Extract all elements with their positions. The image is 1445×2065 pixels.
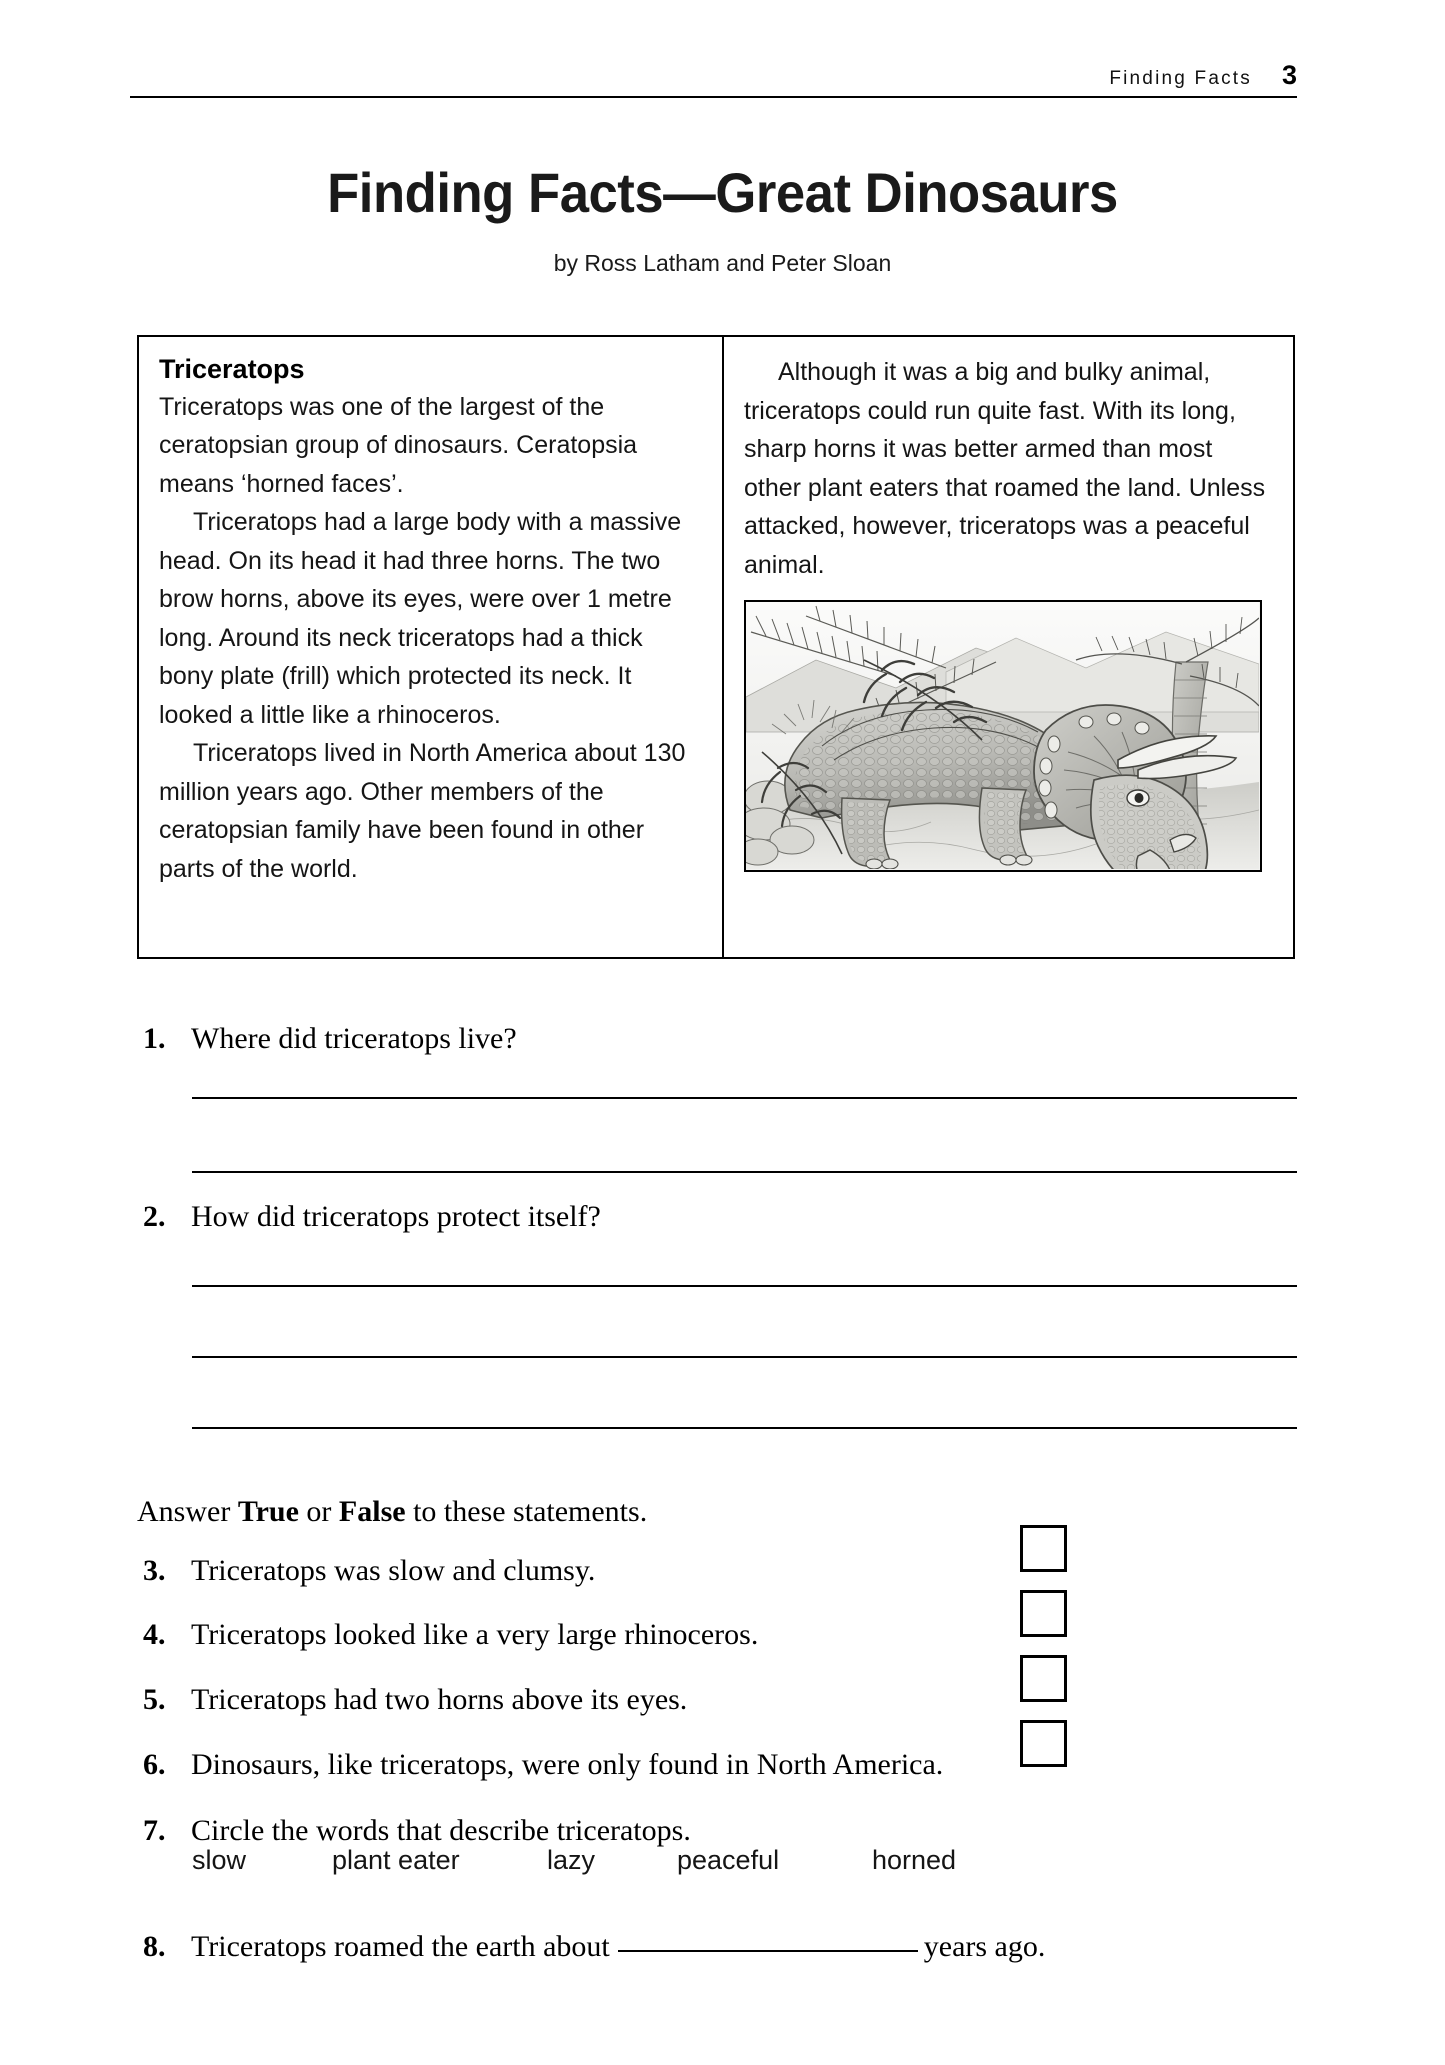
answer-line-q1-b[interactable] bbox=[192, 1171, 1297, 1173]
byline: by Ross Latham and Peter Sloan bbox=[553, 250, 892, 276]
question-8-blank[interactable] bbox=[618, 1928, 918, 1952]
answer-line-q2-b[interactable] bbox=[192, 1356, 1297, 1358]
answer-line-q2-c[interactable] bbox=[192, 1427, 1297, 1429]
checkbox-q6[interactable] bbox=[1020, 1720, 1067, 1767]
question-1 bbox=[137, 1020, 1297, 1058]
question-5-row bbox=[137, 1681, 1297, 1719]
word-bank bbox=[192, 1845, 1292, 1876]
question-4-number: 4. bbox=[143, 1618, 166, 1651]
passage-body-left bbox=[159, 388, 700, 889]
word-bank-item-lazy[interactable]: lazy bbox=[547, 1845, 596, 1875]
question-6 bbox=[137, 1746, 1297, 1784]
question-7-row bbox=[137, 1812, 1297, 1850]
instruction-false-label: False bbox=[338, 1495, 406, 1528]
passage-body-right bbox=[744, 353, 1275, 584]
page-header bbox=[130, 60, 1297, 100]
question-1-number: 1. bbox=[143, 1022, 166, 1055]
question-3 bbox=[137, 1552, 1297, 1590]
question-7-number: 7. bbox=[143, 1814, 166, 1847]
checkbox-q5[interactable] bbox=[1020, 1655, 1067, 1702]
answer-line-q2-a[interactable] bbox=[192, 1285, 1297, 1287]
passage-paragraph: Triceratops was one of the largest of the ceratopsian group of dinosaurs. Ceratopsia means ‘horned faces’. bbox=[159, 392, 638, 498]
question-8 bbox=[137, 1928, 1337, 1966]
word-bank-item-slow[interactable]: slow bbox=[192, 1845, 247, 1875]
question-4 bbox=[137, 1616, 1297, 1654]
question-3-text: Triceratops was slow and clumsy. bbox=[191, 1554, 596, 1587]
question-8-number: 8. bbox=[143, 1930, 166, 1963]
checkbox-q4[interactable] bbox=[1020, 1590, 1067, 1637]
answer-line-q1-a[interactable] bbox=[192, 1097, 1297, 1099]
instruction-suffix: to these statements. bbox=[405, 1495, 648, 1528]
question-5-text: Triceratops had two horns above its eyes. bbox=[191, 1683, 688, 1716]
word-bank-item-peaceful[interactable]: peaceful bbox=[677, 1845, 780, 1875]
question-7-text: Circle the words that describe triceratops. bbox=[191, 1814, 691, 1847]
word-bank-item-horned[interactable]: horned bbox=[872, 1845, 957, 1875]
header-row bbox=[130, 60, 1297, 94]
passage-heading: Triceratops bbox=[159, 354, 305, 384]
question-8-text bbox=[191, 1928, 1045, 1966]
question-7 bbox=[137, 1812, 1297, 1850]
question-6-number: 6. bbox=[143, 1748, 166, 1781]
checkbox-q3[interactable] bbox=[1020, 1525, 1067, 1572]
question-6-row bbox=[137, 1746, 1297, 1784]
page-title: Finding Facts—Great Dinosaurs bbox=[327, 161, 1118, 224]
question-4-text: Triceratops looked like a very large rhinoceros. bbox=[191, 1618, 759, 1651]
true-false-instruction bbox=[137, 1495, 647, 1529]
instruction-prefix: Answer bbox=[137, 1495, 238, 1528]
passage-paragraph: Triceratops lived in North America about 130 million years ago. Other members of the ceratopsian family have been found in other parts of the world. bbox=[159, 739, 686, 883]
passage-column-right bbox=[724, 337, 1293, 957]
question-8-row bbox=[137, 1928, 1337, 1966]
question-2-number: 2. bbox=[143, 1200, 166, 1233]
question-6-text: Dinosaurs, like triceratops, were only found in North America. bbox=[191, 1748, 944, 1781]
passage-column-left bbox=[139, 337, 724, 957]
question-8-text-after: years ago. bbox=[923, 1930, 1046, 1963]
question-5-number: 5. bbox=[143, 1683, 166, 1716]
question-8-text-before: Triceratops roamed the earth about bbox=[191, 1930, 610, 1963]
passage-paragraph: Triceratops had a large body with a massive head. On its head it had three horns. The two brow horns, above its eyes, were over 1 metre long. Around its neck triceratops had a thick bony plate (frill) which protected its neck. It looked a little like a rhinoceros. bbox=[159, 508, 682, 729]
question-1-text: Where did triceratops live? bbox=[191, 1022, 517, 1055]
word-bank-item-plant-eater[interactable]: plant eater bbox=[332, 1845, 460, 1875]
header-section-title: Finding Facts bbox=[1109, 68, 1252, 89]
question-4-row bbox=[137, 1616, 1297, 1654]
question-1-row bbox=[137, 1020, 1297, 1058]
question-2-row bbox=[137, 1198, 1297, 1236]
passage-box bbox=[137, 335, 1295, 959]
question-2 bbox=[137, 1198, 1297, 1236]
question-3-number: 3. bbox=[143, 1554, 166, 1587]
passage-paragraph: Although it was a big and bulky animal, triceratops could run quite fast. With its long, sharp horns it was better armed than most other plant eaters that roamed the land. Unless attacked, however, triceratops was a peaceful animal. bbox=[744, 358, 1266, 579]
instruction-middle: or bbox=[298, 1495, 339, 1528]
question-3-row bbox=[137, 1552, 1297, 1590]
header-rule bbox=[130, 96, 1297, 98]
page-number: 3 bbox=[1281, 60, 1297, 90]
triceratops-illustration bbox=[744, 600, 1262, 872]
question-5 bbox=[137, 1681, 1297, 1719]
question-2-text: How did triceratops protect itself? bbox=[191, 1200, 601, 1233]
instruction-true-label: True bbox=[237, 1495, 299, 1528]
